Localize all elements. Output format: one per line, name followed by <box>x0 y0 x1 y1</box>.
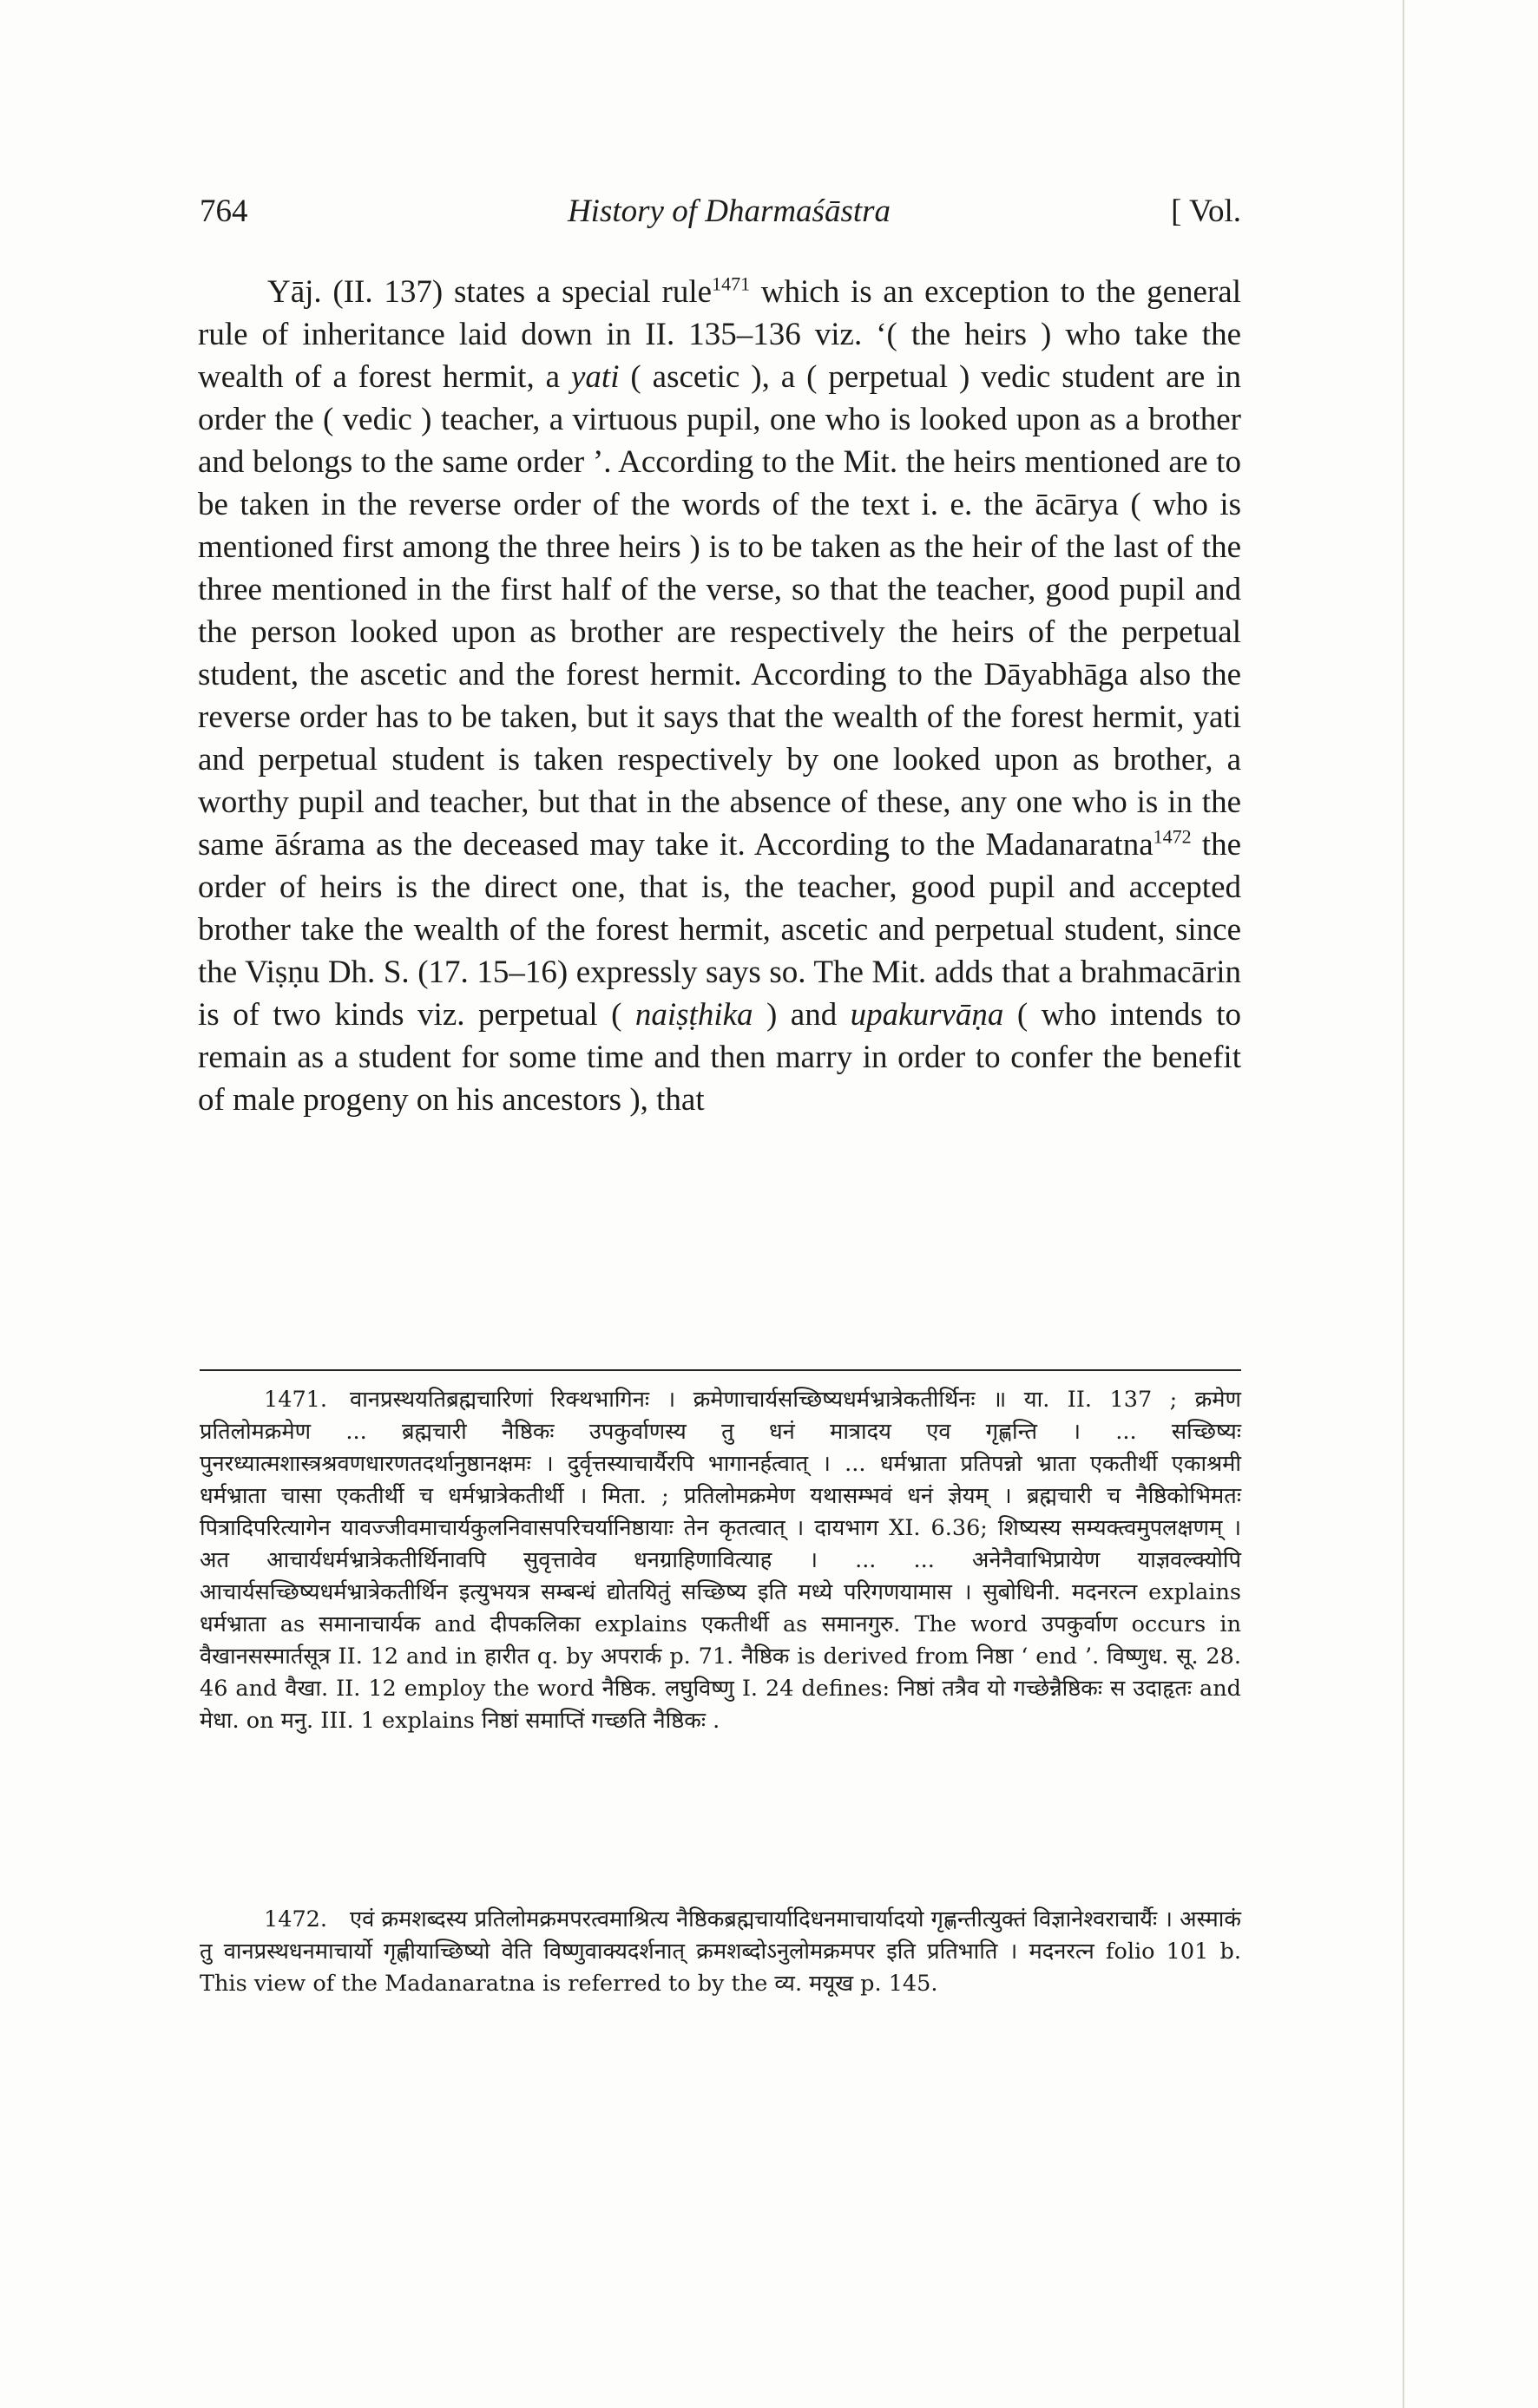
page-number: 764 <box>200 194 248 229</box>
footnote-1471 <box>200 1384 1241 1737</box>
footnote-text: एवं क्रमशब्दस्य प्रतिलोमक्रमपरत्वमाश्रित्य नैष्ठिकब्रह्मचार्यादिधनमाचार्यादयो गृह्णन्तीत्युक्तं विज्ञानेश्वराचार्यैः । अस्माकं तु वानप्रस्थधनमाचार्यो गृह्णीयाच्छिष्यो वेति विष्णुवाक्यदर्शनात् क्रमशब्दोऽनुलोमक्रमपर इति प्रतिभाति । मदनरत्न folio 101 b. This view of the Madanaratna is referred to by the व्य. मयूख p. 145. <box>200 1906 1241 1997</box>
text-segment: ) and <box>753 997 851 1033</box>
footnote-text: वानप्रस्थयतिब्रह्मचारिणां रिक्थभागिनः । क्रमेणाचार्यसच्छिष्यधर्मभ्रात्रेकतीर्थिनः ॥ या. II. 137 ; क्रमेण प्रतिलोमक्रमेण ... ब्रह्मचारी नैष्ठिकः उपकुर्वाणस्य तु धनं मात्रादय एव गृह्णन्ति । ... सच्छिष्यः पुनरध्यात्मशास्त्रश्रवणधारणतदर्थानुष्ठानक्षमः । दुर्वृत्तस्याचार्यैरपि भागानर्हत्वात् । ... धर्मभ्राता प्रतिपन्नो भ्राता एकतीर्थी एकाश्रमी धर्मभ्राता चासा एकतीर्थी च धर्मभ्रात्रेकतीर्थी । मिता. ; प्रतिलोमक्रमेण यथासम्भवं धनं ज्ञेयम् । ब्रह्मचारी च नैष्ठिकोभिमतः पित्रादिपरित्यागेन यावज्जीवमाचार्यकुलनिवासपरिचर्यानिष्ठायाः तेन कृतत्वात् । दायभाग XI. 6.36; शिष्यस्य सम्यक्त्वमुपलक्षणम् । अत आचार्यधर्मभ्रात्रेकतीर्थिनावपि सुवृत्तावेव धनग्राहिणावित्याह । ... ... अनेनैवाभिप्रायेण याज्ञवल्क्योपि आचार्यसच्छिष्यधर्मभ्रात्रेकतीर्थिन इत्युभयत्र सम्बन्धं द्योतयितुं सच्छिष्य इति मध्ये परिगणयामास । सुबोधिनी. मदनरत्न explains धर्मभ्राता as समानाचार्यक and दीपकलिका explains एकतीर्थी as समानगुरु. The word उपकुर्वाण occurs in वैखानसस्मार्तसूत्र II. 12 and in हारीत q. by अपरार्क p. 71. नैष्ठिक is derived from निष्ठा ‘ end ’. विष्णुध. सू. 28. 46 and वैखा. II. 12 employ the word नैष्ठिक. लघुविष्णु I. 24 defines: निष्ठां तत्रैव यो गच्छेन्नैष्ठिकः स उदाहृतः and मेधा. on मनु. III. 1 explains निष्ठां समाप्तिं गच्छति नैष्ठिकः . <box>200 1387 1241 1734</box>
term-upakurvana: upakurvāṇa <box>850 997 1004 1033</box>
term-yati: yati <box>571 359 620 395</box>
term-naisthika: naiṣṭhika <box>634 997 753 1033</box>
text-segment: which is an exception to the general rule of inheritance laid down in II. 135–136 viz. ‘( the heirs ) who take the wealth of a forest hermit, a <box>198 274 1241 395</box>
footnote-number: 1471. <box>264 1387 328 1413</box>
text-segment: ( ascetic ), a ( perpetual ) vedic student are in order the ( vedic ) teacher, a virtuous pupil, one who is looked upon as a brother and belongs to the same order ’. According to the Mit. the heirs mentioned are to be taken in the reverse order of the words of the text i. e. the ācārya ( who is mentioned first among the three heirs ) is to be taken as the heir of the last of the three mentioned in the first half of the verse, so that the teacher, good pupil and the person looked upon as brother are respectively the heirs of the perpetual student, the ascetic and the forest hermit. According to the Dāyabhāga also the reverse order has to be taken, but it says that the wealth of the forest hermit, yati and perpetual student is taken respectively by one looked upon as brother, a worthy pupil and teacher, but that in the absence of these, any one who is in the same āśrama as the deceased may take it. According to the Madanaratna <box>198 359 1241 863</box>
footnote-divider <box>200 1369 1241 1371</box>
running-title: History of Dharmaśāstra <box>567 194 891 229</box>
footnote-1472 <box>200 1904 1241 2000</box>
footnote-ref-1471: 1471 <box>712 272 751 295</box>
text-segment: Yāj. (II. 137) states a special rule <box>267 274 713 310</box>
footnote-number: 1472. <box>264 1906 328 1932</box>
running-header <box>200 193 1241 236</box>
text-segment: ( who intends to remain as a student for some time and then marry in order to confer the benefit of male progeny on his ancestors ), that <box>198 997 1241 1118</box>
scan-edge-line <box>1403 0 1404 2408</box>
text-segment: the order of heirs is the direct one, that is, the teacher, good pupil and accepted brother take the wealth of the forest hermit, ascetic and perpetual student, since the Viṣṇu Dh. S. (17. 15–16) expressly says so. The Mit. adds that a brahmacārin is of two kinds viz. perpetual ( <box>198 827 1242 1033</box>
main-paragraph <box>198 271 1241 1121</box>
footnote-ref-1472: 1472 <box>1153 825 1192 848</box>
volume-label: [ Vol. <box>1171 194 1241 229</box>
